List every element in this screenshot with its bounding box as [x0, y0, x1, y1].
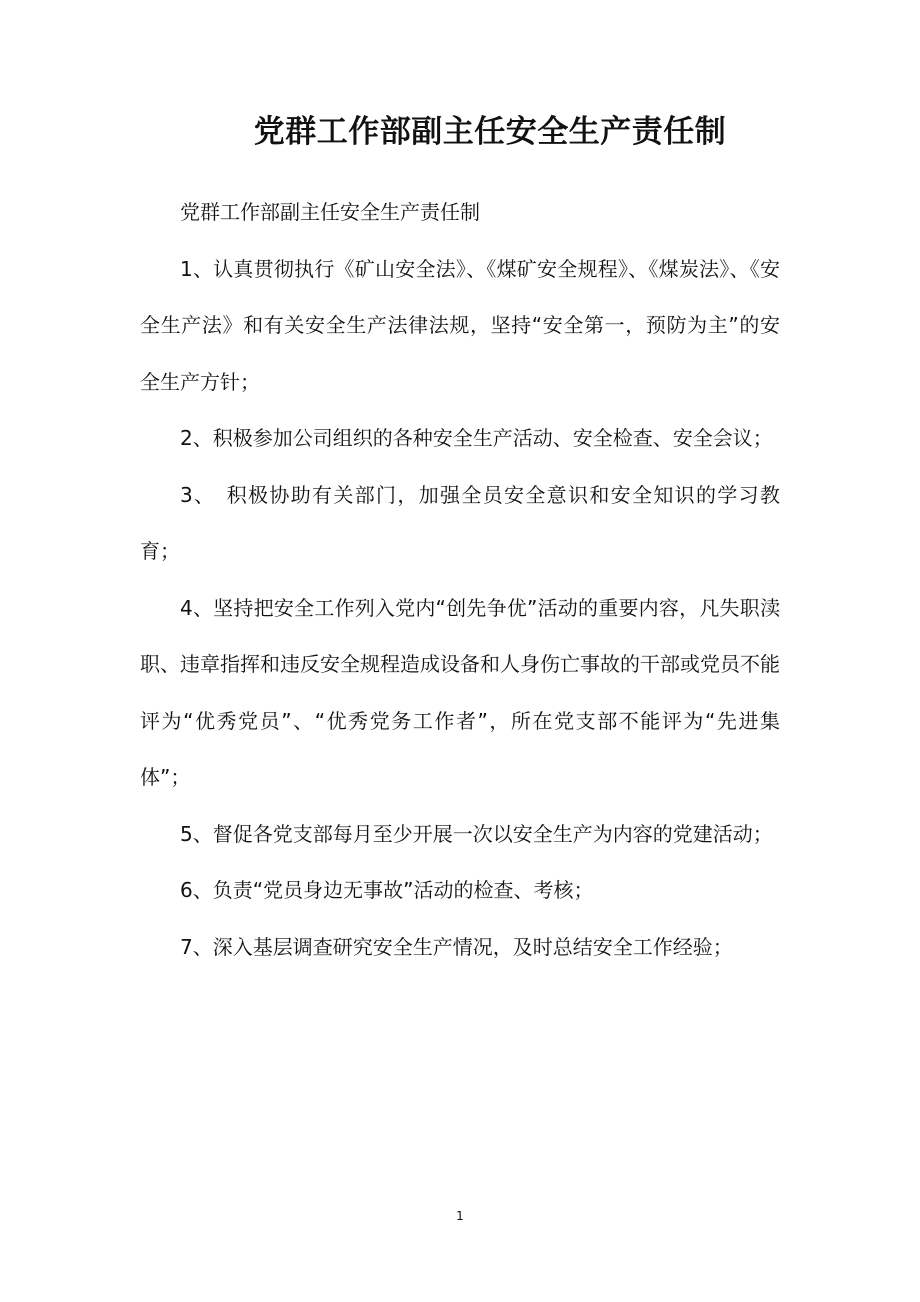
- page-number: 1: [456, 1209, 464, 1223]
- paragraph-item-4: 4、坚持把安全工作列入党内“创先争优”活动的重要内容，凡失职渎职、违章指挥和违反安全规程造成设备和人身伤亡事故的干部或党员不能评为“优秀党员”、“优秀党务工作者”，所在党支部不能评为“先进集体”；: [140, 595, 780, 789]
- paragraph-subtitle: 党群工作部副主任安全生产责任制: [180, 200, 480, 224]
- paragraph-item-1: 1、认真贯彻执行《矿山安全法》、《煤矿安全规程》、《煤炭法》、《安全生产法》和有关安全生产法律法规，坚持“安全第一，预防为主”的安全生产方针；: [140, 256, 780, 394]
- paragraph-item-3: 3、 积极协助有关部门，加强全员安全意识和安全知识的学习教育；: [140, 482, 780, 563]
- paragraph-item-6: 6、负责“党员身边无事故”活动的检查、考核；: [180, 878, 594, 902]
- paragraph-item-7: 7、深入基层调查研究安全生产情况，及时总结安全工作经验；: [180, 934, 733, 959]
- document-title: 党群工作部副主任安全生产责任制: [253, 114, 727, 150]
- paragraph-item-2: 2、积极参加公司组织的各种安全生产活动、安全检查、安全会议；: [180, 426, 773, 450]
- document-body: [140, 184, 780, 975]
- paragraph-item-5: 5、督促各党支部每月至少开展一次以安全生产为内容的党建活动；: [180, 821, 773, 846]
